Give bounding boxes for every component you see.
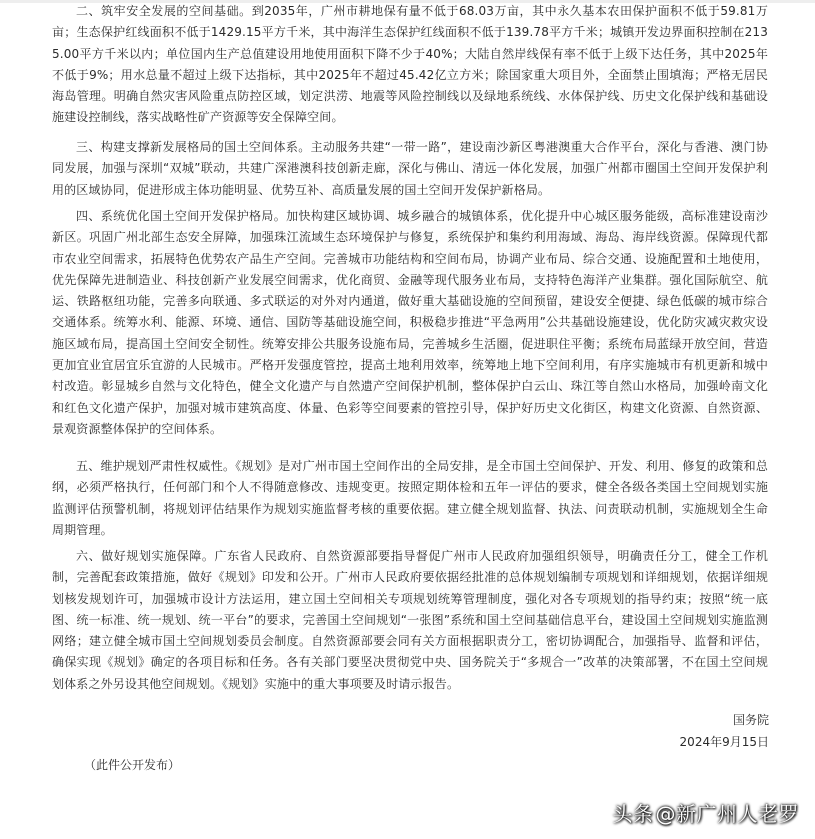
- signer: 国务院: [732, 713, 769, 727]
- watermark-app: 头条: [612, 801, 654, 826]
- paragraph-5: 五、维护规划严肃性权威性。《规划》是对广州市国土空间作出的全局安排，是全市国土空间保护、开发、利用、修复的政策和总纲，必须严格执行，任何部门和个人不得随意修改、违规变更。按照定期体检和五年一评估的要求，健全各级各类国土空间规划实施监测评估预警机制，将规划评估结果作为规划实施监督考核的重要依据。建立健全规划监督、执法、问责联动机制，实施规划全生命周期管理。: [52, 459, 768, 537]
- paragraph-4: 四、系统优化国土空间开发保护格局。加快构建区域协调、城乡融合的城镇体系，优化提升中心城区服务能级，高标准建设南沙新区。巩固广州北部生态安全屏障，加强珠江流域生态环境保护与修复，系统保护和集约利用海域、海岛、海岸线资源。保障现代都市农业空间需求，拓展特色优势农产品生产空间。完善城市功能结构和空间布局，协调产业布局、综合交通、设施配置和土地使用，优先保障先进制造业、科技创新产业发展空间需求，优化商贸、金融等现代服务业布局，支持特色海洋产业集群。强化国际航空、航运、铁路枢纽功能，完善多向联通、多式联运的对外对内通道，做好重大基础设施的空间预留，建设安全便捷、绿色低碳的城市综合交通体系。统筹水利、能源、环境、通信、国防等基础设施空间，积极稳步推进“平急两用”公共基础设施建设，优化防灾减灾救灾设施区域布局，提高国土空间安全韧性。统筹安排公共服务设施布局，完善城乡生活圈，促进职住平衡；系统布局蓝绿开放空间，营造更加宜业宜居宜乐宜游的人民城市。严格开发强度管控，提高土地利用效率，统筹地上地下空间利用，有序实施城市有机更新和城中村改造。彰显城乡自然与文化特色，健全文化遗产与自然遗产空间保护机制，整体保护白云山、珠江等自然山水格局，加强岭南文化和红色文化遗产保护，加强对城市建筑高度、体量、色彩等空间要素的管控引导，保护好历史文化街区，构建文化资源、自然资源、景观资源整体保护的空间体系。: [52, 209, 768, 436]
- paragraph-3: 三、构建支撑新发展格局的国土空间体系。主动服务共建“一带一路”，建设南沙新区粤港澳重大合作平台，深化与香港、澳门协同发展，加强与深圳“双城”联动，共建广深港澳科技创新走廊，深化与佛山、清远一体化发展，加强广州都市圈国土空间开发保护利用的区域协同，促进形成主体功能明显、优势互补、高质量发展的国土空间开发保护新格局。: [52, 140, 768, 197]
- paragraph-2: 二、筑牢安全发展的空间基础。到2035年，广州市耕地保有量不低于68.03万亩，其中永久基本农田保护面积不低于59.81万亩；生态保护红线面积不低于1429.15平方千米，其中海洋生态保护红线面积不低于139.78平方千米；城镇开发边界面积控制在2135.00平方千米以内；单位国内生产总值建设用地使用面积下降不少于40%；大陆自然岸线保有率不低于上级下达任务，其中2025年不低于9%；用水总量不超过上级下达指标，其中2025年不超过45.42亿立方米；除国家重大项目外，全面禁止围填海；严格无居民海岛管理。明确自然灾害风险重点防控区域，划定洪涝、地震等风险控制线以及绿地系统线、水体保护线、历史文化保护线和基础设施建设控制线，落实战略性矿产资源等安全保障空间。: [52, 4, 768, 125]
- paragraph-6: 六、做好规划实施保障。广东省人民政府、自然资源部要指导督促广州市人民政府加强组织领导，明确责任分工，健全工作机制，完善配套政策措施，做好《规划》印发和公开。广州市人民政府要依据经批准的总体规划编制专项规划和详细规划，依据详细规划核发规划许可，加强城市设计方法运用，建立国土空间相关专项规划统筹管理制度，强化对各专项规划的指导约束；按照“统一底图、统一标准、统一规划、统一平台”的要求，完善国土空间规划“一张图”系统和国土空间基础信息平台，建设国土空间规划实施监测网络；建立健全城市国土空间规划委员会制度。自然资源部要会同有关方面根据职责分工，密切协调配合，加强指导、监督和评估，确保实现《规划》确定的各项目标和任务。各有关部门要坚决贯彻党中央、国务院关于“多规合一”改革的决策部署，不在国土空间规划体系之外另设其他空间规划。《规划》实施中的重大事项要及时请示报告。: [52, 549, 768, 691]
- watermark-handle: @新广州人老罗: [655, 801, 799, 826]
- publish-note: （此件公开发布）: [84, 758, 181, 772]
- watermark: [613, 795, 800, 829]
- sign-date: 2024年9月15日: [679, 735, 769, 749]
